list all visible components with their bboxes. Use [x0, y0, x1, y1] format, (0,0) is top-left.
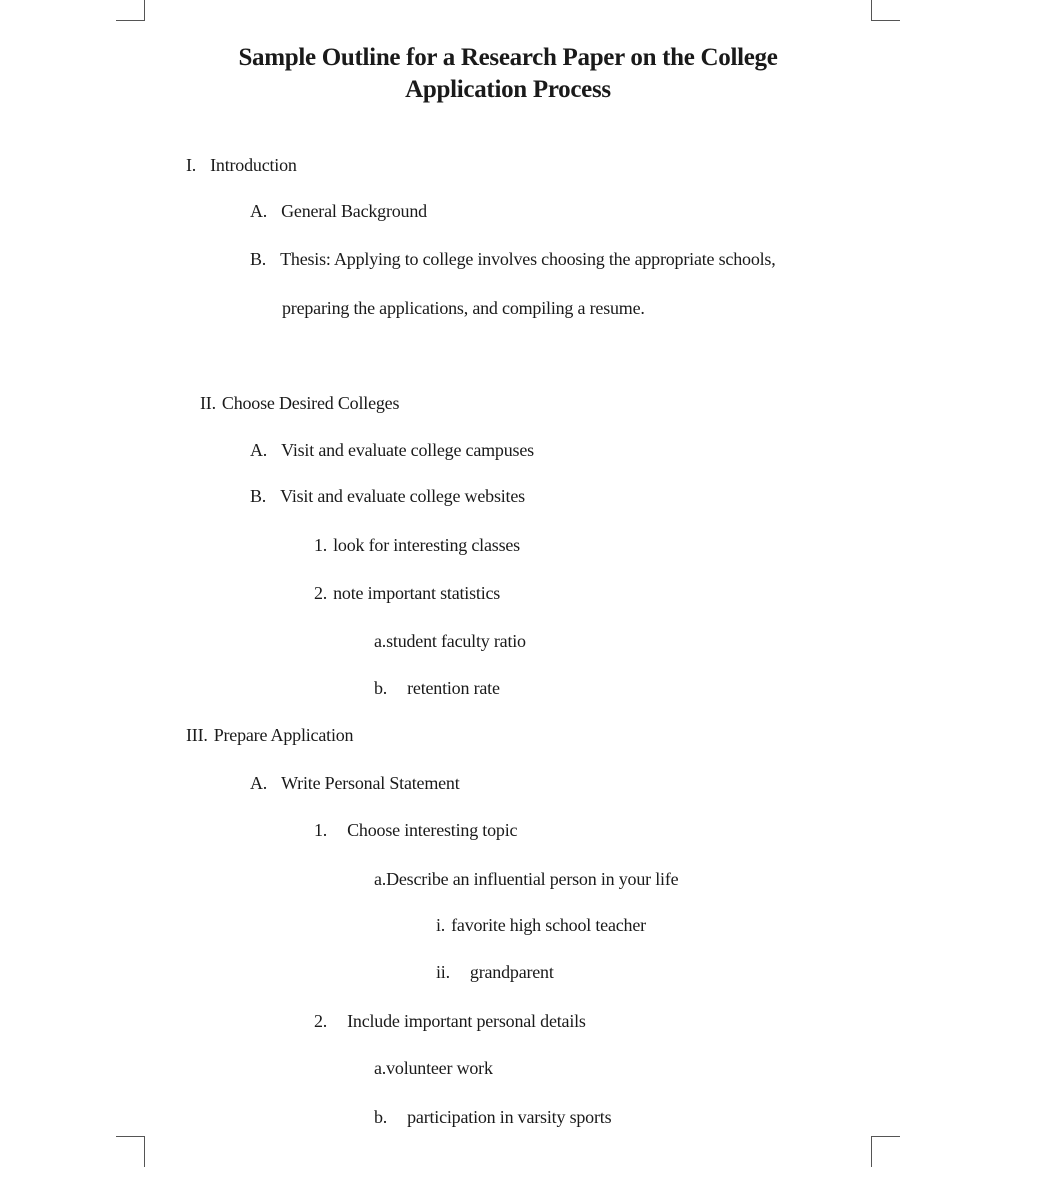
outline-text: Include important personal details: [347, 1011, 586, 1031]
outline-item-favorite-teacher: [436, 914, 646, 936]
outline-text: Thesis: Applying to college involves choosing the appropriate schools,: [280, 249, 776, 269]
document-title: [150, 42, 866, 106]
crop-mark-bottom-left: [116, 1136, 145, 1167]
outline-marker: B.: [250, 486, 267, 506]
outline-marker: a.: [374, 631, 387, 651]
outline-marker: III.: [186, 725, 208, 745]
outline-section-choose-colleges: [200, 392, 399, 414]
outline-section-introduction: [186, 154, 297, 176]
outline-item-interesting-topic: [314, 819, 517, 841]
outline-item-influential-person: [374, 868, 678, 890]
outline-item-grandparent: [436, 961, 554, 983]
outline-marker: a.: [374, 869, 387, 889]
outline-text: Introduction: [210, 155, 297, 175]
outline-marker: A.: [250, 440, 268, 460]
outline-item-interesting-classes: [314, 534, 520, 556]
crop-mark-top-left: [116, 0, 145, 21]
crop-mark-top-right: [871, 0, 900, 21]
outline-text: Choose Desired Colleges: [221, 393, 400, 413]
outline-marker: i.: [436, 915, 446, 935]
outline-text: student faculty ratio: [386, 631, 526, 651]
outline-marker: I.: [186, 155, 197, 175]
outline-text: preparing the applications, and compiling a resume.: [282, 298, 645, 318]
outline-marker: A.: [250, 201, 268, 221]
outline-marker: 1.: [314, 820, 328, 840]
outline-item-websites: [250, 485, 525, 507]
outline-item-faculty-ratio: [374, 630, 526, 652]
outline-marker: A.: [250, 773, 268, 793]
outline-marker: 2.: [314, 583, 328, 603]
outline-item-volunteer-work: [374, 1057, 493, 1079]
outline-item-retention-rate: [374, 677, 500, 699]
outline-text: Write Personal Statement: [281, 773, 460, 793]
outline-text: Prepare Application: [213, 725, 354, 745]
outline-text: favorite high school teacher: [451, 915, 646, 935]
outline-text: Describe an influential person in your life: [386, 869, 679, 889]
outline-marker: 2.: [314, 1011, 328, 1031]
title-line-1: Sample Outline for a Research Paper on the College: [238, 44, 778, 71]
outline-text: Visit and evaluate college campuses: [281, 440, 534, 460]
outline-item-general-background: [250, 200, 427, 222]
outline-item-thesis-continued: [282, 297, 645, 319]
outline-text: note important statistics: [333, 583, 501, 603]
outline-marker: b.: [374, 1107, 388, 1127]
outline-marker: a.: [374, 1058, 387, 1078]
outline-item-campuses: [250, 439, 534, 461]
outline-text: look for interesting classes: [333, 535, 520, 555]
outline-marker: b.: [374, 678, 388, 698]
outline-marker: II.: [200, 393, 216, 413]
crop-mark-bottom-right: [871, 1136, 900, 1167]
outline-marker: ii.: [436, 962, 450, 982]
outline-text: Visit and evaluate college websites: [280, 486, 525, 506]
outline-text: General Background: [281, 201, 427, 221]
outline-item-statistics: [314, 582, 500, 604]
outline-item-personal-details: [314, 1010, 586, 1032]
outline-item-thesis: [250, 248, 776, 270]
outline-section-prepare-application: [186, 724, 353, 746]
outline-text: retention rate: [407, 678, 500, 698]
outline-text: volunteer work: [386, 1058, 493, 1078]
outline-item-varsity-sports: [374, 1106, 611, 1128]
outline-text: Choose interesting topic: [347, 820, 518, 840]
outline-text: grandparent: [469, 962, 554, 982]
outline-marker: B.: [250, 249, 267, 269]
title-line-2: Application Process: [405, 76, 611, 103]
outline-text: participation in varsity sports: [407, 1107, 612, 1127]
outline-item-personal-statement: [250, 772, 460, 794]
outline-marker: 1.: [314, 535, 328, 555]
